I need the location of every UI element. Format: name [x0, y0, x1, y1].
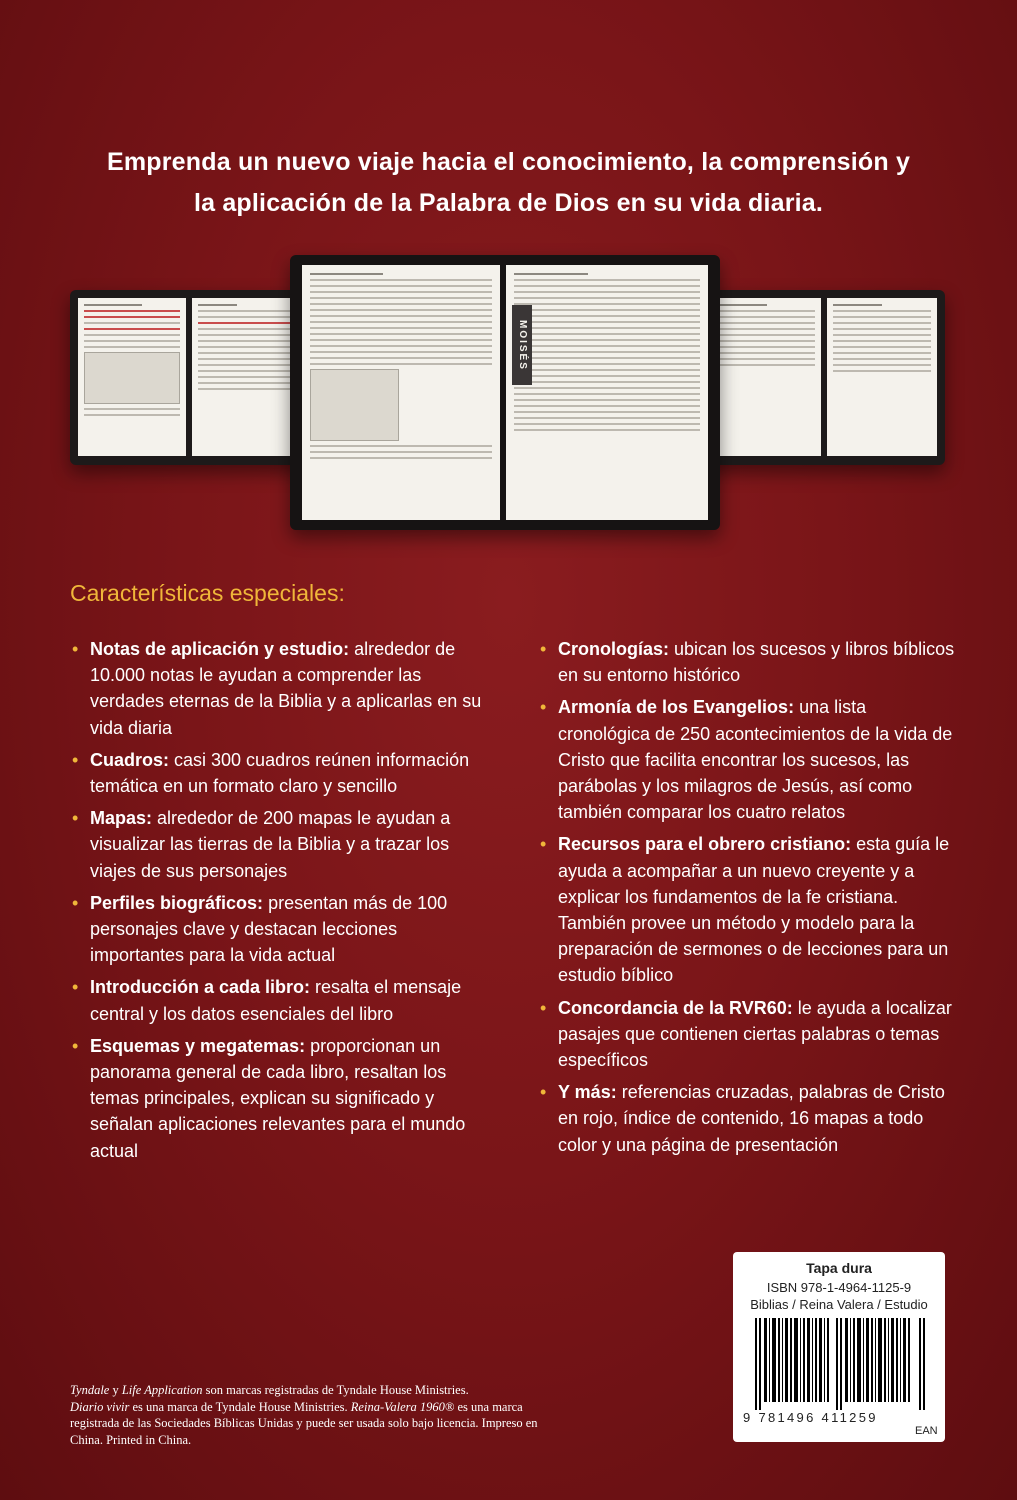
- legal-text: y: [109, 1383, 122, 1397]
- feature-text: una lista cronológica de 250 acontecimientos de la vida de Cristo que facilita encontrar los sucesos, las parábolas y los milagros de Jesús, así como también comparar los cuatro relatos: [558, 697, 953, 823]
- legal-brand-diario-vivir: Diario vivir: [70, 1399, 130, 1414]
- feature-term: Cronologías:: [558, 639, 669, 659]
- feature-item: [540, 1079, 960, 1158]
- feature-term: Notas de aplicación y estudio:: [90, 639, 350, 659]
- legal-notice: [70, 1382, 590, 1448]
- legal-text: registrada de las Sociedades Bíblicas Unidas y puede ser usada solo bajo licencia. Impreso en: [70, 1416, 538, 1430]
- headline-line-2: la aplicación de la Palabra de Dios en su vida diaria.: [193, 189, 824, 217]
- center-open-bible: [290, 255, 720, 530]
- feature-text: alrededor de 200 mapas le ayudan a visualizar las tierras de la Biblia y a trazar los viajes de sus personajes: [90, 808, 451, 881]
- feature-item: [540, 636, 960, 688]
- bullet-icon: •: [72, 749, 79, 770]
- feature-item: [540, 831, 960, 988]
- bullet-icon: •: [540, 997, 547, 1018]
- bullet-icon: •: [540, 1082, 547, 1103]
- feature-term: Mapas:: [90, 808, 153, 829]
- isbn-label: ISBN 978-1-4964-1125-9: [766, 1280, 912, 1295]
- bible-spreads-image: [0, 250, 1017, 540]
- features-title: Características especiales:: [70, 580, 345, 606]
- feature-term: Cuadros:: [90, 749, 170, 770]
- legal-text: son marcas registradas de Tyndale House Ministries.: [202, 1383, 469, 1397]
- legal-text: China. Printed in China.: [70, 1432, 192, 1447]
- feature-item: [540, 694, 960, 825]
- bullet-icon: •: [72, 892, 79, 913]
- features-left-column: [72, 636, 492, 1170]
- legal-text: es una marca de Tyndale House Ministries.: [129, 1399, 351, 1414]
- legal-brand-tyndale: Tyndale: [70, 1383, 110, 1397]
- bullet-icon: •: [72, 808, 79, 829]
- legal-brand-reina-valera: Reina-Valera 1960®: [350, 1399, 455, 1414]
- bullet-icon: •: [540, 639, 547, 659]
- bullet-icon: •: [72, 639, 79, 659]
- feature-text: referencias cruzadas, palabras de Cristo en rojo, índice de contenido, 16 mapas a todo color y una página de presentación: [558, 1082, 945, 1155]
- feature-text: presentan más de 100 personajes clave y destacan lecciones importantes para la vida actual: [90, 892, 448, 966]
- feature-item: [72, 636, 492, 741]
- legal-brand-life-application: Life Application: [121, 1383, 203, 1397]
- feature-item: [72, 805, 492, 884]
- ean-label: EAN: [915, 1425, 938, 1437]
- feature-term: Perfiles biográficos:: [90, 892, 264, 913]
- feature-item: [72, 747, 492, 799]
- center-book-profile-band: MOISÉS: [512, 305, 532, 385]
- headline-line-1: Emprenda un nuevo viaje hacia el conocimiento, la comprensión y: [106, 148, 911, 176]
- legal-text: es una marca: [454, 1399, 523, 1414]
- feature-text: esta guía le ayuda a acompañar a un nuevo creyente y a explicar los fundamentos de la fe cristiana. También provee un método y modelo para la preparación de sermones o de lecciones para un estudio bíblico: [558, 834, 950, 986]
- right-open-bible: [705, 290, 945, 465]
- category-label: Biblias / Reina Valera / Estudio: [750, 1297, 928, 1312]
- feature-term: Introducción a cada libro:: [90, 977, 311, 998]
- bullet-icon: •: [72, 977, 79, 998]
- feature-text: alrededor de 10.000 notas le ayudan a comprender las verdades eternas de la Biblia y a aplicarlas en su vida diaria: [90, 639, 482, 738]
- feature-item: [72, 890, 492, 969]
- bullet-icon: •: [72, 1035, 79, 1056]
- feature-item: [72, 974, 492, 1026]
- feature-text: casi 300 cuadros reúnen información temática en un formato claro y sencillo: [90, 749, 470, 797]
- feature-text: ubican los sucesos y libros bíblicos en su entorno histórico: [558, 639, 955, 686]
- feature-text: le ayuda a localizar pasajes que contienen ciertas palabras o temas específicos: [558, 997, 952, 1071]
- bullet-icon: •: [540, 834, 547, 855]
- feature-term: Armonía de los Evangelios:: [558, 697, 795, 718]
- feature-text: proporcionan un panorama general de cada libro, resaltan los temas principales, explican su significado y señalan aplicaciones relevantes para el mundo actual: [90, 1035, 466, 1161]
- feature-term: Y más:: [558, 1082, 617, 1103]
- barcode-icon: [755, 1318, 925, 1410]
- feature-term: Concordancia de la RVR60:: [558, 997, 793, 1018]
- binding-label: Tapa dura: [806, 1260, 872, 1276]
- feature-term: Esquemas y megatemas:: [90, 1035, 306, 1056]
- isbn-box: [733, 1252, 945, 1442]
- feature-item: [72, 1033, 492, 1164]
- bullet-icon: •: [540, 697, 547, 718]
- left-open-bible: [70, 290, 310, 465]
- features-right-column: [540, 636, 960, 1164]
- feature-term: Recursos para el obrero cristiano:: [558, 834, 852, 855]
- feature-text: resalta el mensaje central y los datos esenciales del libro: [90, 977, 462, 1024]
- headline: [40, 142, 977, 224]
- feature-item: [540, 995, 960, 1074]
- barcode-digits: 9 781496 411259: [743, 1410, 878, 1425]
